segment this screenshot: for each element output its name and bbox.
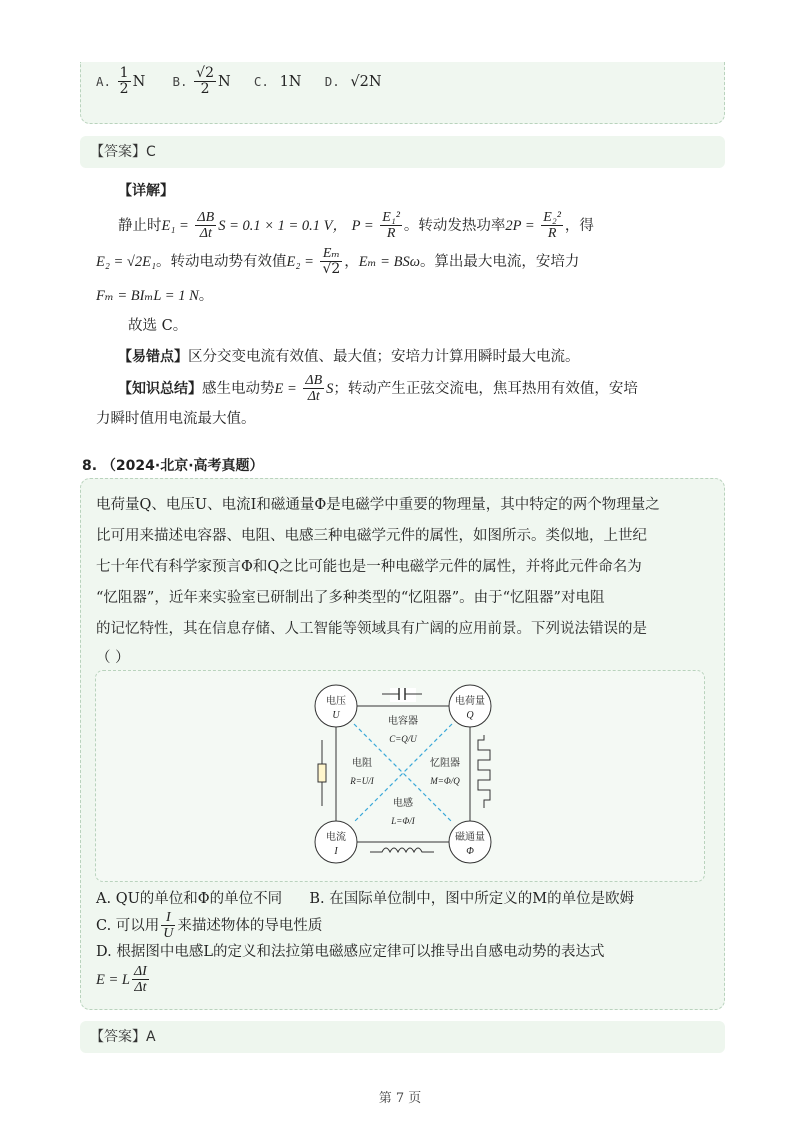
answer-bar bbox=[80, 136, 725, 168]
explain-heading: 【详解】 bbox=[118, 183, 174, 199]
explain-line-2: E₂ = √2E₁。转动电动势有效值E₂ = $\frac{\text{Eₘ}}{√2}$ ，Eₘ = BSω。算出最大电流，安培力 bbox=[96, 246, 580, 278]
explain-line-7: 力瞬时值用电流最大值。 bbox=[96, 411, 256, 427]
question-8-stem: 电荷量Q、电压U、电流I和磁通量Φ是电磁学中重要的物理量，其中特定的两个物理量之 比可用来描述电容器、电阻、电感三种电磁学元件的属性，如图所示。类似地，上世纪 七十年代有科学家预言Φ和Q之比可能也是一种电磁学元件的属性，并将此元件命名为 “忆阻器”，近年来实验室已研制出了多种类型的“忆阻器”。由于“忆阻器”对电阻 的记忆特性，其在信息存储、人工智能等领域具有广阔的应用前景。下列说法错误的是 （ ） bbox=[96, 497, 660, 666]
answer-bar-2 bbox=[80, 1021, 725, 1053]
explain-line-1: 静止时E₁ = $\frac{\Delta B}{\Delta t}$ S = 0.1 × 1 = 0.1 V， P = $\frac{\text{E₁²}}{R}$ 。转动发热功率2P = $\frac{\text{E₂²}}{R}$ ，得 bbox=[118, 210, 594, 242]
option-a[interactable]: A. QU的单位和Φ的单位不同 bbox=[96, 891, 283, 907]
prev-question-options: A. $\frac{1}{2}$ N B. $\frac{√2}{2}$ N C. 1N D. √2N bbox=[96, 65, 382, 98]
node-voltage-label: 电压 bbox=[326, 696, 346, 707]
capacitor-eq: C=Q/U bbox=[389, 734, 417, 744]
memristor-label: 忆阻器 bbox=[430, 758, 460, 769]
question-8-header: 8. （2024·北京·高考真题） bbox=[82, 458, 264, 474]
answer-label-2: 【答案】 bbox=[90, 1029, 146, 1045]
option-c[interactable]: C. 可以用 $\frac{I}{U}$ 来描述物体的导电性质 bbox=[96, 910, 323, 942]
inductor-label: 电感 bbox=[393, 798, 413, 809]
node-voltage-symbol: U bbox=[332, 710, 340, 721]
inductor-eq: L=Φ/I bbox=[391, 816, 415, 826]
answer-label: 【答案】 bbox=[90, 144, 146, 160]
node-charge-label: 电荷量 bbox=[455, 696, 485, 707]
answer-value: C bbox=[146, 144, 156, 160]
answer-value-2: A bbox=[146, 1029, 156, 1045]
node-charge-symbol: Q bbox=[466, 710, 474, 721]
explain-line-5: 【易错点】区分交变电流有效值、最大值；安培力计算用瞬时最大电流。 bbox=[118, 349, 580, 365]
explain-line-6: 【知识总结】感生电动势E = $\frac{\Delta B}{\Delta t}$ S；转动产生正弦交流电，焦耳热用有效值，安培 bbox=[118, 373, 638, 405]
capacitor-label: 电容器 bbox=[388, 716, 418, 727]
node-flux-symbol: Φ bbox=[466, 846, 474, 857]
explain-line-3: Fₘ = BIₘL = 1 N。 bbox=[96, 288, 214, 304]
explain-line-4: 故选 C。 bbox=[128, 318, 188, 334]
node-current-label: 电流 bbox=[326, 832, 346, 843]
option-b[interactable]: B. 在国际单位制中，图中所定义的M的单位是欧姆 bbox=[309, 891, 635, 907]
node-current-symbol: I bbox=[334, 846, 338, 857]
resistor-eq: R=U/I bbox=[350, 776, 374, 786]
page-number: 第 7 页 bbox=[378, 1091, 422, 1106]
option-d-equation: E = L $\frac{\Delta I}{\Delta t}$ bbox=[96, 964, 147, 996]
resistor-label: 电阻 bbox=[352, 758, 372, 769]
node-flux-label: 磁通量 bbox=[455, 832, 485, 843]
option-d[interactable]: D. 根据图中电感L的定义和法拉第电磁感应定律可以推导出自感电动势的表达式 bbox=[96, 944, 605, 960]
memristor-eq: M=Φ/Q bbox=[430, 776, 460, 786]
memristor-diagram bbox=[310, 680, 496, 868]
